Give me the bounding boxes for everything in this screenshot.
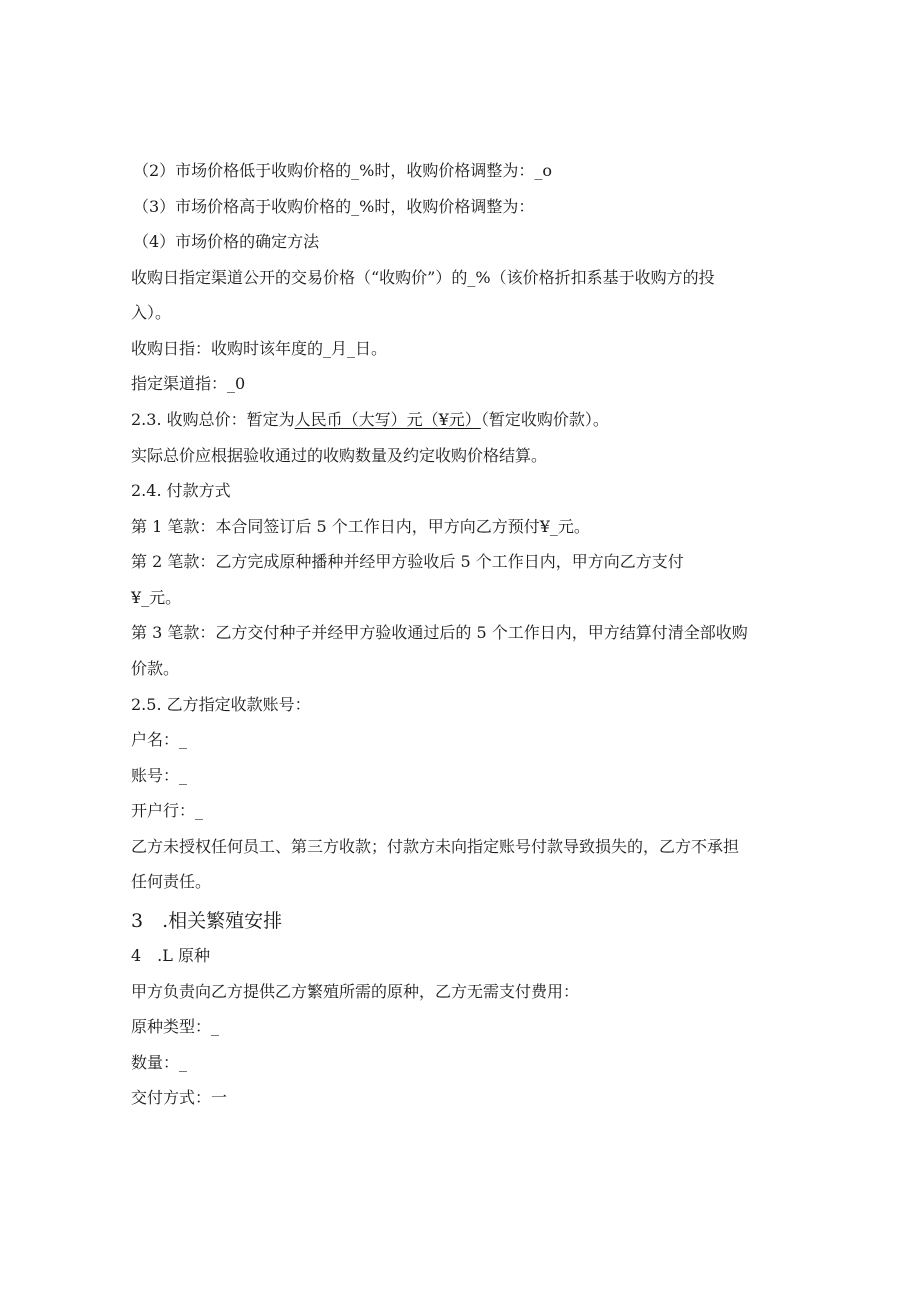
designated-channel-definition: 指定渠道指：_0 (131, 374, 246, 393)
clause-2-2-3: （3）市场价格高于收购价格的_%时，收购价格调整为： (133, 197, 535, 216)
bank-field: 开户行：_ (131, 801, 204, 820)
total-price-label: 2.3. 收购总价：暂定为 (131, 410, 295, 429)
section-4-heading: 4 .L 原种 (131, 946, 210, 965)
payment-3-cont: 价款。 (131, 659, 180, 678)
section-3-heading: 3 .相关繁殖安排 (131, 910, 283, 932)
purchase-date-definition: 收购日指：收购时该年度的_月_日。 (131, 339, 388, 358)
actual-total-note: 实际总价应根据验收通过的收购数量及约定收购价格结算。 (131, 446, 548, 465)
clause-2-5-heading: 2.5. 乙方指定收款账号： (131, 695, 311, 714)
quantity-field: 数量：_ (131, 1053, 188, 1072)
payment-1: 第 1 笔款：本合同签订后 5 个工作日内，甲方向乙方预付¥_元。 (131, 517, 590, 536)
disclaimer-cont: 任何责任。 (131, 872, 212, 891)
clause-2-2-4: （4）市场价格的确定方法 (133, 232, 320, 251)
account-name-field: 户名：_ (131, 730, 188, 749)
disclaimer: 乙方未授权任何员工、第三方收款；付款方未向指定账号付款导致损失的，乙方不承担 (131, 837, 740, 856)
account-number-field: 账号：_ (131, 766, 188, 785)
clause-2-3-total-price (131, 410, 609, 430)
payment-2-cont: ¥_元。 (131, 588, 182, 607)
delivery-method-field: 交付方式：一 (131, 1088, 228, 1107)
clause-2-4-heading: 2.4. 付款方式 (131, 481, 231, 500)
market-price-definition-cont: 入）。 (131, 303, 172, 322)
seed-type-field: 原种类型：_ (131, 1017, 220, 1036)
clause-2-2-2: （2）市场价格低于收购价格的_%时，收购价格调整为：_o (133, 161, 553, 180)
market-price-definition: 收购日指定渠道公开的交易价格（“收购价”）的_%（该价格折扣系基于收购方的投 (131, 268, 715, 287)
total-price-amount: 人民币（大写）元（¥元） (294, 410, 481, 429)
payment-3: 第 3 笔款：乙方交付种子并经甲方验收通过后的 5 个工作日内，甲方结算付清全部收购 (131, 623, 748, 642)
seed-supply-clause: 甲方负责向乙方提供乙方繁殖所需的原种，乙方无需支付费用： (131, 982, 580, 1001)
total-price-note: （暂定收购价款）。 (480, 410, 609, 429)
payment-2: 第 2 笔款：乙方完成原种播种并经甲方验收后 5 个工作日内，甲方向乙方支付 (131, 552, 684, 571)
